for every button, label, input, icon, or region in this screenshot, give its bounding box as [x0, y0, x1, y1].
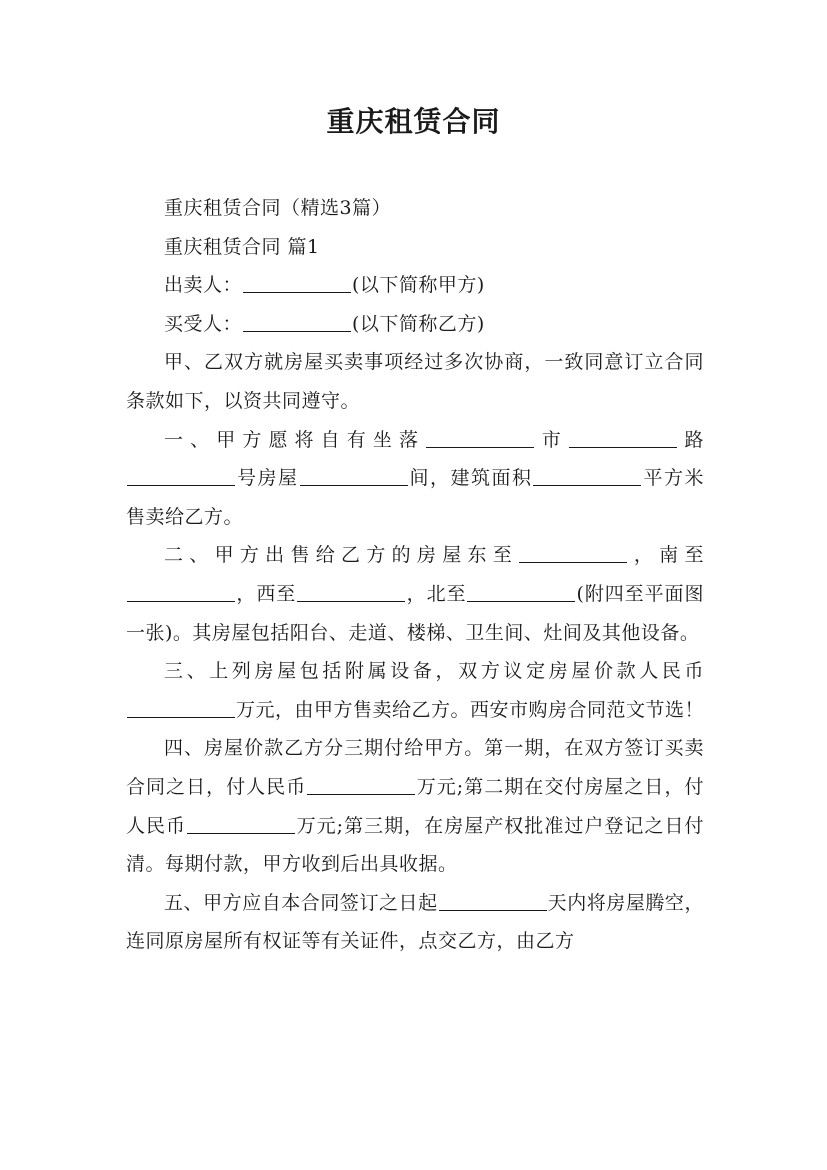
clause-1-text-2: 市 [535, 428, 568, 451]
clause-2-text-5: (附四至平面图一张)。其房屋包括阳台、走道、楼梯、卫生间、灶间及其他设备。 [126, 582, 704, 644]
clause-2-paragraph [126, 536, 704, 652]
clause-1-text-3: 路 [677, 428, 704, 451]
clause-5-paragraph [126, 884, 704, 961]
clause-2-text-2: ，南至 [628, 544, 704, 567]
clause-2-text-3: ，西至 [236, 582, 297, 605]
clause-4-blank-2 [187, 814, 295, 834]
clause-1-text-4: 号房屋 [236, 467, 299, 490]
buyer-line [126, 305, 704, 344]
clause-1-blank-5 [533, 466, 641, 486]
clause-3-text-1: 三、上列房屋包括附属设备，双方议定房屋价款人民币 [164, 660, 704, 683]
intro-paragraph: 甲、乙双方就房屋买卖事项经过多次协商，一致同意订立合同条款如下，以资共同遵守。 [126, 351, 704, 412]
clause-2-blank-1 [519, 543, 627, 563]
clause-1-text-5: 间，建筑面积 [408, 467, 533, 490]
clause-1-paragraph [126, 421, 704, 537]
clause-1-blank-1 [426, 428, 534, 448]
clause-2-blank-3 [297, 582, 405, 602]
clause-3-text-2: 万元，由甲方售卖给乙方。西安市购房合同范文节选！ [236, 698, 705, 721]
section-heading-text: 重庆租赁合同 篇1 [164, 235, 320, 258]
clause-4-paragraph [126, 729, 704, 883]
clause-5-text-2: 天内将房屋腾空，连同原房屋所有权证等有关证件，点交乙方，由乙方 [126, 891, 704, 953]
clause-1-blank-4 [300, 466, 408, 486]
clause-4-blank-1 [307, 775, 415, 795]
seller-suffix: (以下简称甲方) [352, 274, 485, 297]
clause-2-text-1: 二、甲方出售给乙方的房屋东至 [164, 544, 519, 567]
clause-3-blank-1 [127, 698, 235, 718]
section-heading [126, 228, 704, 267]
buyer-suffix: (以下简称乙方) [352, 312, 485, 335]
clause-4-text-1: 四、房屋价款乙方分三期付给甲方。第一期，在双方签订买卖合同之日，付人民币 [126, 737, 704, 798]
clause-2-blank-4 [467, 582, 575, 602]
document-title: 重庆租赁合同 [326, 105, 501, 138]
clause-4-text-3: 万元;第三期，在房屋产权批准过户登记之日付清。每期付款，甲方收到后出具收据。 [126, 814, 704, 876]
clause-5-blank-1 [439, 891, 547, 911]
buyer-blank [243, 312, 351, 332]
clause-5-text-1: 五、甲方应自本合同签订之日起 [164, 891, 438, 914]
clause-1-blank-3 [127, 466, 235, 486]
document-body [126, 189, 704, 961]
subtitle-line [126, 189, 704, 228]
seller-line [126, 266, 704, 305]
clause-4-text-2: 万元;第二期在交付房屋之日，付人民币 [126, 775, 704, 837]
buyer-label: 买受人： [164, 312, 243, 335]
clause-3-paragraph [126, 652, 704, 729]
subtitle-text: 重庆租赁合同（精选3篇） [164, 197, 392, 219]
clause-1-text-1: 一、甲方愿将自有坐落 [164, 428, 426, 451]
clause-2-text-4: ，北至 [406, 582, 467, 605]
clause-1-text-6: 平方米售卖给乙方。 [126, 467, 704, 528]
clause-1-blank-2 [569, 428, 677, 448]
seller-blank [243, 273, 351, 293]
clause-2-blank-2 [127, 582, 235, 602]
seller-label: 出卖人： [164, 274, 243, 297]
